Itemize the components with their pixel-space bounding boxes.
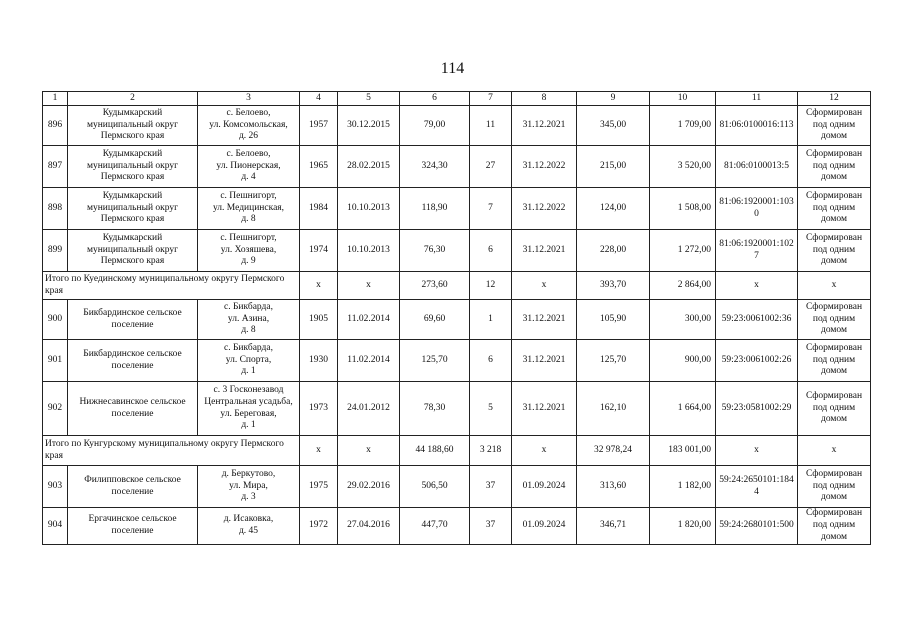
total-deadline: x <box>512 436 577 466</box>
municipality-line: муниципальный округ <box>86 244 179 255</box>
col10-value: 300,00 <box>650 300 716 340</box>
col9-value: 125,70 <box>577 340 650 382</box>
address-line: с. Пешнигорт, <box>220 190 277 201</box>
row-number: 898 <box>43 188 68 230</box>
address-cell <box>198 382 300 436</box>
address-cell <box>198 466 300 508</box>
address-line: ул. Мира, <box>229 480 268 491</box>
total-cadastral: x <box>716 272 798 300</box>
total-status: x <box>798 436 871 466</box>
address-line: ул. Береговая, <box>220 408 277 419</box>
address-line: с. Пешнигорт, <box>220 232 277 243</box>
total-label: Итого по Кунгурскому муниципальному округу Пермского края <box>43 436 300 466</box>
residents-count: 11 <box>470 106 512 146</box>
residents-count: 6 <box>470 230 512 272</box>
address-line: с. 3 Госконезавод <box>213 384 284 395</box>
municipality-line: Пермского края <box>100 256 165 267</box>
col10-value: 1 820,00 <box>650 508 716 545</box>
column-number: 3 <box>198 92 300 106</box>
municipality-cell <box>68 188 198 230</box>
recognition-date: 27.04.2016 <box>338 508 400 545</box>
address-line: ул. Спорта, <box>225 354 272 365</box>
municipality-line: Пермского края <box>100 214 165 225</box>
col9-value: 346,71 <box>577 508 650 545</box>
year-built: 1965 <box>300 146 338 188</box>
total-col9: 32 978,24 <box>577 436 650 466</box>
address-line: д. 3 <box>241 492 256 503</box>
area: 447,70 <box>400 508 470 545</box>
address-line: Центральная усадьба, <box>204 396 293 407</box>
deadline-date: 31.12.2022 <box>512 188 577 230</box>
municipality-line: Бикбардинское сельское <box>83 307 182 318</box>
total-deadline: x <box>512 272 577 300</box>
year-built: 1975 <box>300 466 338 508</box>
status: Сформирован под одним домом <box>798 508 871 545</box>
total-year: x <box>300 436 338 466</box>
address-line: с. Бикбарда, <box>224 301 273 312</box>
row-number: 902 <box>43 382 68 436</box>
total-status: x <box>798 272 871 300</box>
residents-count: 1 <box>470 300 512 340</box>
municipality-line: муниципальный округ <box>86 202 179 213</box>
residents-count: 27 <box>470 146 512 188</box>
register-table <box>42 91 871 545</box>
column-number: 11 <box>716 92 798 106</box>
table-row <box>43 146 871 188</box>
municipality-line: Бикбардинское сельское <box>83 348 182 359</box>
cadastral-number: 59:23:0581002:29 <box>716 382 798 436</box>
address-line: д. 45 <box>238 525 259 536</box>
municipality-cell <box>68 382 198 436</box>
table-row <box>43 382 871 436</box>
col10-value: 1 272,00 <box>650 230 716 272</box>
area: 125,70 <box>400 340 470 382</box>
column-number: 2 <box>68 92 198 106</box>
total-row <box>43 272 871 300</box>
col9-value: 345,00 <box>577 106 650 146</box>
deadline-date: 31.12.2021 <box>512 340 577 382</box>
status: Сформирован под одним домом <box>798 146 871 188</box>
residents-count: 37 <box>470 466 512 508</box>
row-number: 900 <box>43 300 68 340</box>
municipality-line: поселение <box>111 408 154 419</box>
total-date: x <box>338 272 400 300</box>
column-number-row <box>43 92 871 106</box>
col10-value: 1 182,00 <box>650 466 716 508</box>
row-number: 904 <box>43 508 68 545</box>
row-number: 903 <box>43 466 68 508</box>
status: Сформирован под одним домом <box>798 466 871 508</box>
recognition-date: 10.10.2013 <box>338 188 400 230</box>
municipality-line: муниципальный округ <box>86 119 179 130</box>
address-line: д. 4 <box>241 172 256 183</box>
column-number: 7 <box>470 92 512 106</box>
municipality-cell <box>68 230 198 272</box>
recognition-date: 10.10.2013 <box>338 230 400 272</box>
address-line: д. Беркутово, <box>221 468 276 479</box>
column-number: 1 <box>43 92 68 106</box>
col9-value: 215,00 <box>577 146 650 188</box>
col9-value: 105,90 <box>577 300 650 340</box>
municipality-line: поселение <box>111 486 154 497</box>
residents-count: 5 <box>470 382 512 436</box>
total-area: 44 188,60 <box>400 436 470 466</box>
municipality-line: поселение <box>111 360 154 371</box>
row-number: 897 <box>43 146 68 188</box>
deadline-date: 01.09.2024 <box>512 466 577 508</box>
total-col9: 393,70 <box>577 272 650 300</box>
area: 118,90 <box>400 188 470 230</box>
deadline-date: 31.12.2022 <box>512 146 577 188</box>
address-line: д. Исаковка, <box>223 513 274 524</box>
municipality-cell <box>68 466 198 508</box>
address-line: ул. Комсомольская, <box>209 119 288 130</box>
recognition-date: 30.12.2015 <box>338 106 400 146</box>
total-row <box>43 436 871 466</box>
residents-count: 6 <box>470 340 512 382</box>
year-built: 1930 <box>300 340 338 382</box>
recognition-date: 24.01.2012 <box>338 382 400 436</box>
recognition-date: 29.02.2016 <box>338 466 400 508</box>
status: Сформирован под одним домом <box>798 106 871 146</box>
deadline-date: 31.12.2021 <box>512 300 577 340</box>
total-residents: 12 <box>470 272 512 300</box>
col10-value: 900,00 <box>650 340 716 382</box>
col9-value: 313,60 <box>577 466 650 508</box>
municipality-line: муниципальный округ <box>86 160 179 171</box>
year-built: 1984 <box>300 188 338 230</box>
year-built: 1973 <box>300 382 338 436</box>
year-built: 1905 <box>300 300 338 340</box>
municipality-line: Кудымкарский <box>102 190 163 201</box>
row-number: 899 <box>43 230 68 272</box>
area: 506,50 <box>400 466 470 508</box>
table-row <box>43 230 871 272</box>
area: 79,00 <box>400 106 470 146</box>
table-row <box>43 106 871 146</box>
address-line: с. Бикбарда, <box>224 342 273 353</box>
municipality-cell <box>68 106 198 146</box>
column-number: 6 <box>400 92 470 106</box>
address-line: д. 8 <box>241 214 256 225</box>
municipality-line: Филипповское сельское <box>84 474 181 485</box>
year-built: 1972 <box>300 508 338 545</box>
municipality-cell <box>68 340 198 382</box>
cadastral-number: 59:24:2650101:1844 <box>716 466 798 508</box>
area: 69,60 <box>400 300 470 340</box>
col9-value: 228,00 <box>577 230 650 272</box>
status: Сформирован под одним домом <box>798 230 871 272</box>
table-row <box>43 508 871 545</box>
col10-value: 1 664,00 <box>650 382 716 436</box>
municipality-line: Нижнесавинское сельское <box>79 396 186 407</box>
address-line: с. Белоево, <box>226 107 271 118</box>
deadline-date: 31.12.2021 <box>512 230 577 272</box>
area: 78,30 <box>400 382 470 436</box>
col10-value: 1 508,00 <box>650 188 716 230</box>
status: Сформирован под одним домом <box>798 382 871 436</box>
municipality-line: Ергачинское сельское <box>88 513 177 524</box>
column-number: 5 <box>338 92 400 106</box>
total-area: 273,60 <box>400 272 470 300</box>
address-line: ул. Азина, <box>227 313 270 324</box>
column-number: 9 <box>577 92 650 106</box>
status: Сформирован под одним домом <box>798 340 871 382</box>
municipality-line: Кудымкарский <box>102 232 163 243</box>
cadastral-number: 81:06:1920001:1027 <box>716 230 798 272</box>
table-row <box>43 188 871 230</box>
address-cell <box>198 340 300 382</box>
municipality-line: Кудымкарский <box>102 148 163 159</box>
year-built: 1974 <box>300 230 338 272</box>
deadline-date: 31.12.2021 <box>512 106 577 146</box>
address-line: д. 1 <box>241 420 256 431</box>
total-col10: 2 864,00 <box>650 272 716 300</box>
total-residents: 3 218 <box>470 436 512 466</box>
col10-value: 1 709,00 <box>650 106 716 146</box>
recognition-date: 28.02.2015 <box>338 146 400 188</box>
municipality-line: Пермского края <box>100 172 165 183</box>
cadastral-number: 81:06:1920001:1030 <box>716 188 798 230</box>
municipality-cell <box>68 300 198 340</box>
address-cell <box>198 508 300 545</box>
address-line: ул. Пионерская, <box>216 160 281 171</box>
cadastral-number: 81:06:0100016:113 <box>716 106 798 146</box>
col10-value: 3 520,00 <box>650 146 716 188</box>
municipality-line: Пермского края <box>100 131 165 142</box>
col9-value: 124,00 <box>577 188 650 230</box>
total-cadastral: x <box>716 436 798 466</box>
municipality-line: Кудымкарский <box>102 107 163 118</box>
cadastral-number: 59:23:0061002:26 <box>716 340 798 382</box>
address-cell <box>198 106 300 146</box>
column-number: 8 <box>512 92 577 106</box>
address-cell <box>198 188 300 230</box>
address-cell <box>198 300 300 340</box>
area: 324,30 <box>400 146 470 188</box>
table-row <box>43 340 871 382</box>
address-cell <box>198 230 300 272</box>
address-line: д. 1 <box>241 366 256 377</box>
cadastral-number: 59:24:2680101:500 <box>716 508 798 545</box>
municipality-line: поселение <box>111 319 154 330</box>
total-col10: 183 001,00 <box>650 436 716 466</box>
address-line: с. Белоево, <box>226 148 271 159</box>
deadline-date: 01.09.2024 <box>512 508 577 545</box>
status: Сформирован под одним домом <box>798 300 871 340</box>
year-built: 1957 <box>300 106 338 146</box>
total-date: x <box>338 436 400 466</box>
col9-value: 162,10 <box>577 382 650 436</box>
residents-count: 7 <box>470 188 512 230</box>
column-number: 12 <box>798 92 871 106</box>
area: 76,30 <box>400 230 470 272</box>
address-line: д. 9 <box>241 256 256 267</box>
recognition-date: 11.02.2014 <box>338 340 400 382</box>
recognition-date: 11.02.2014 <box>338 300 400 340</box>
total-label: Итого по Куединскому муниципальному округу Пермского края <box>43 272 300 300</box>
deadline-date: 31.12.2021 <box>512 382 577 436</box>
address-line: ул. Хозяшева, <box>220 244 277 255</box>
table-row <box>43 300 871 340</box>
address-line: ул. Медицинская, <box>212 202 285 213</box>
address-line: д. 26 <box>238 131 259 142</box>
row-number: 901 <box>43 340 68 382</box>
municipality-line: поселение <box>111 525 154 536</box>
page-number: 114 <box>440 60 465 77</box>
residents-count: 37 <box>470 508 512 545</box>
column-number: 10 <box>650 92 716 106</box>
municipality-cell <box>68 508 198 545</box>
cadastral-number: 81:06:0100013:5 <box>716 146 798 188</box>
table-row <box>43 466 871 508</box>
cadastral-number: 59:23:0061002:36 <box>716 300 798 340</box>
municipality-cell <box>68 146 198 188</box>
column-number: 4 <box>300 92 338 106</box>
address-cell <box>198 146 300 188</box>
row-number: 896 <box>43 106 68 146</box>
address-line: д. 8 <box>241 325 256 336</box>
status: Сформирован под одним домом <box>798 188 871 230</box>
total-year: x <box>300 272 338 300</box>
